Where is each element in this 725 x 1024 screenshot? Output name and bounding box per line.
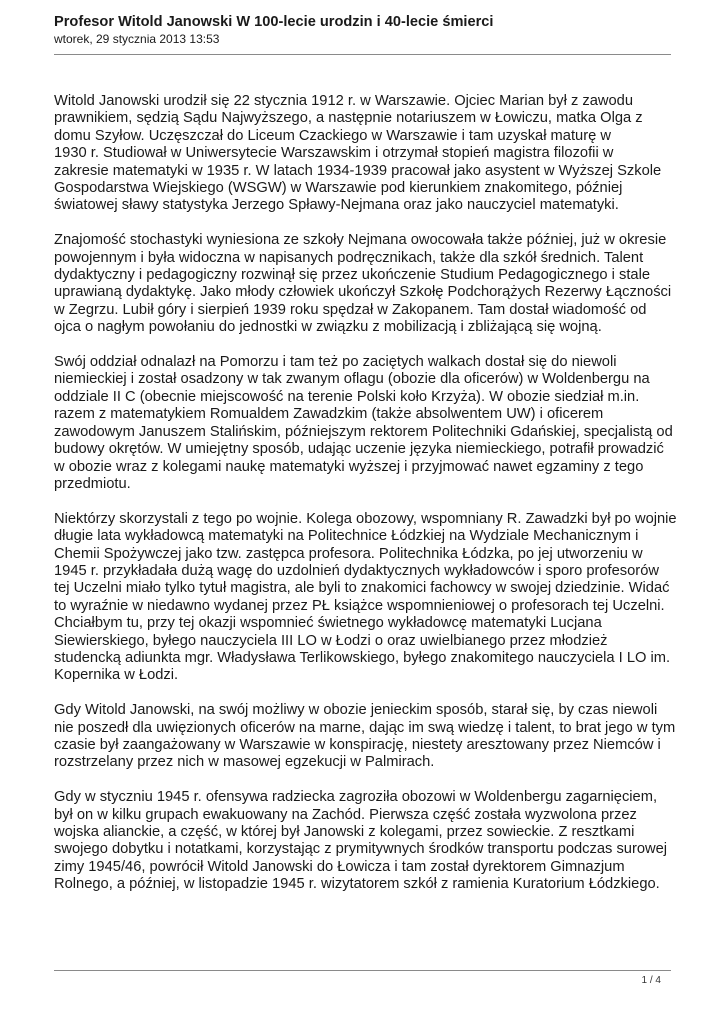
- paragraph-line: zakresie matematyki w 1935 r. W latach 1934-1939 pracował jako asystent w Wyższej Szkole: [54, 162, 662, 179]
- paragraph-line: Siewierskiego, byłego nauczyciela III LO w Łodzi o oraz uwielbianego przez młodzież: [54, 632, 608, 649]
- paragraph-line: wojska alianckie, a część, w której był Janowski z kolegami, przez sowieckie. Z resztkami: [54, 823, 635, 840]
- paragraph-line: zawodowym Januszem Stalińskim, późniejszym rektorem Politechniki Gdańskiej, specjalistą od: [54, 423, 673, 440]
- paragraph-line: domu Szyłow. Uczęszczał do Liceum Czackiego w Warszawie i tam uzyskał maturę w: [54, 127, 611, 144]
- paragraph-line: Kopernika w Łodzi.: [54, 667, 179, 684]
- paragraph-line: przedmiotu.: [54, 475, 131, 492]
- paragraph-line: oddziale II C (obecnie miejscowość na terenie Polski koło Krzyża). W obozie siedział m.in.: [54, 388, 640, 405]
- article-date: wtorek, 29 stycznia 2013 13:53: [54, 32, 220, 46]
- paragraph-line: niemieckiej i został osadzony w tak zwanym oflagu (obozie dla oficerów) w Woldenbergu na: [54, 371, 650, 388]
- paragraph: [54, 354, 674, 493]
- paragraph-line: czasie był zaangażowany w Warszawie w konspirację, niestety aresztowany przez Niemców i: [54, 736, 661, 753]
- paragraph-line: prawnikiem, sędzią Sądu Najwyższego, a następnie notariuszem w Łowiczu, matka Olga z: [54, 110, 643, 127]
- paragraph-line: Znajomość stochastyki wyniesiona ze szkoły Nejmana owocowała także później, już w okresie: [54, 232, 667, 249]
- paragraph-line: Gdy Witold Janowski, na swój możliwy w obozie jenieckim sposób, starał się, by czas niewoli: [54, 702, 658, 719]
- paragraph-line: 1945 r. przykładała dużą wagę do uzdolnień dydaktycznych wykładowców i sporo profesorów: [54, 562, 659, 579]
- paragraph-line: uprawianą dydaktykę. Jako młody człowiek ukończył Szkołę Podchorążych Rezerwy Łączności: [54, 284, 672, 301]
- paragraph: [54, 232, 674, 336]
- paragraph-line: nie poszedł dla uwięzionych oficerów na marne, dając im swą wiedzę i talent, to brat jego w tym: [54, 719, 676, 736]
- paragraph-line: powojennym i była widoczna w napisanych podręcznikach, także dla szkół średnich. Talent: [54, 249, 644, 266]
- paragraph-line: rozstrzelany przez nich w masowej egzekucji w Palmirach.: [54, 754, 435, 771]
- paragraph-line: studencką adiunkta mgr. Władysława Terlikowskiego, byłego znakomitego nauczyciela I LO im.: [54, 649, 671, 666]
- paragraph: [54, 789, 674, 893]
- paragraph-line: tej Uczelni miało tylko tytuł magistra, ale byli to znakomici fachowcy w swojej dziedzinie. Widać: [54, 580, 670, 597]
- paragraph-line: Chemii Spożywczej jako tzw. zastępca profesora. Politechnika Łódzka, po jej utworzeniu w: [54, 545, 643, 562]
- paragraph-line: Chciałbym tu, przy tej okazji wspomnieć świetnego wykładowcę matematyki Lucjana: [54, 615, 602, 632]
- paragraph-line: w Zegrzu. Lubił góry i sierpień 1939 roku spędzał w Zakopanem. Tam dostał wiadomość od: [54, 301, 647, 318]
- article-title: Profesor Witold Janowski W 100-lecie urodzin i 40-lecie śmierci: [54, 14, 494, 30]
- paragraph: [54, 93, 674, 215]
- page-number: 1 / 4: [641, 975, 661, 986]
- paragraph-line: budowy okrętów. W umiejętny sposób, udając uczenie języka niemieckiego, potrafił prowadzić: [54, 441, 664, 458]
- paragraph-line: razem z matematykiem Romualdem Zawadzkim (także absolwentem UW) i oficerem: [54, 406, 604, 423]
- paragraph-line: to wyraźnie w niedawno wydanej przez PŁ książce wspomnieniowej o profesorach tej Uczelni.: [54, 597, 665, 614]
- page-header: [54, 13, 694, 47]
- paragraph-line: był on w kilku grupach ewakuowany na Zachód. Pierwsza część została wyzwolona przez: [54, 806, 637, 823]
- paragraph-line: Swój oddział odnalazł na Pomorzu i tam też po zaciętych walkach dostał się do niewoli: [54, 354, 617, 371]
- paragraph-line: dydaktyczny i pedagogiczny rozwinął się przez ukończenie Studium Pedagogicznego i stale: [54, 267, 650, 284]
- article-body: [54, 93, 677, 911]
- paragraph-line: swojego dobytku i notatkami, korzystając z prymitywnych środków transportu podczas surowej: [54, 841, 668, 858]
- header-divider: [54, 54, 671, 55]
- paragraph-line: Gdy w styczniu 1945 r. ofensywa radziecka zagroziła obozowi w Woldenbergu zagarnięciem,: [54, 789, 658, 806]
- paragraph-line: Rolnego, a później, w listopadzie 1945 r. wizytatorem szkół z ramienia Kuratorium Łódzkiego.: [54, 876, 660, 893]
- paragraph: [54, 702, 674, 772]
- paragraph: [54, 510, 677, 685]
- paragraph-line: długie lata wykładowcą matematyki na Politechnice Łódzkiej na Wydziale Mechanicznym i: [54, 528, 639, 545]
- paragraph-line: światowej sławy statystyka Jerzego Spławy-Nejmana oraz jako nauczyciel matematyki.: [54, 197, 619, 214]
- paragraph-line: ojca o nagłym powołaniu do jednostki w związku z mobilizacją i zbliżającą się wojną.: [54, 319, 602, 336]
- paragraph-line: Witold Janowski urodził się 22 stycznia 1912 r. w Warszawie. Ojciec Marian był z zawodu: [54, 93, 634, 109]
- paragraph-line: w obozie wraz z kolegami naukę matematyki wyższej i przyjmować nawet egzaminy z tego: [54, 458, 644, 475]
- paragraph-line: Gospodarstwa Wiejskiego (WSGW) w Warszawie pod kierunkiem znakomitego, później: [54, 180, 623, 197]
- paragraph-line: 1930 r. Studiował w Uniwersytecie Warszawskim i otrzymał stopień magistra filozofii w: [54, 145, 614, 162]
- paragraph-line: Niektórzy skorzystali z tego po wojnie. Kolega obozowy, wspomniany R. Zawadzki był po wojnie: [54, 510, 677, 527]
- footer-divider: [54, 970, 671, 971]
- paragraph-line: zimy 1945/46, powrócił Witold Janowski do Łowicza i tam został dyrektorem Gimnazjum: [54, 858, 625, 875]
